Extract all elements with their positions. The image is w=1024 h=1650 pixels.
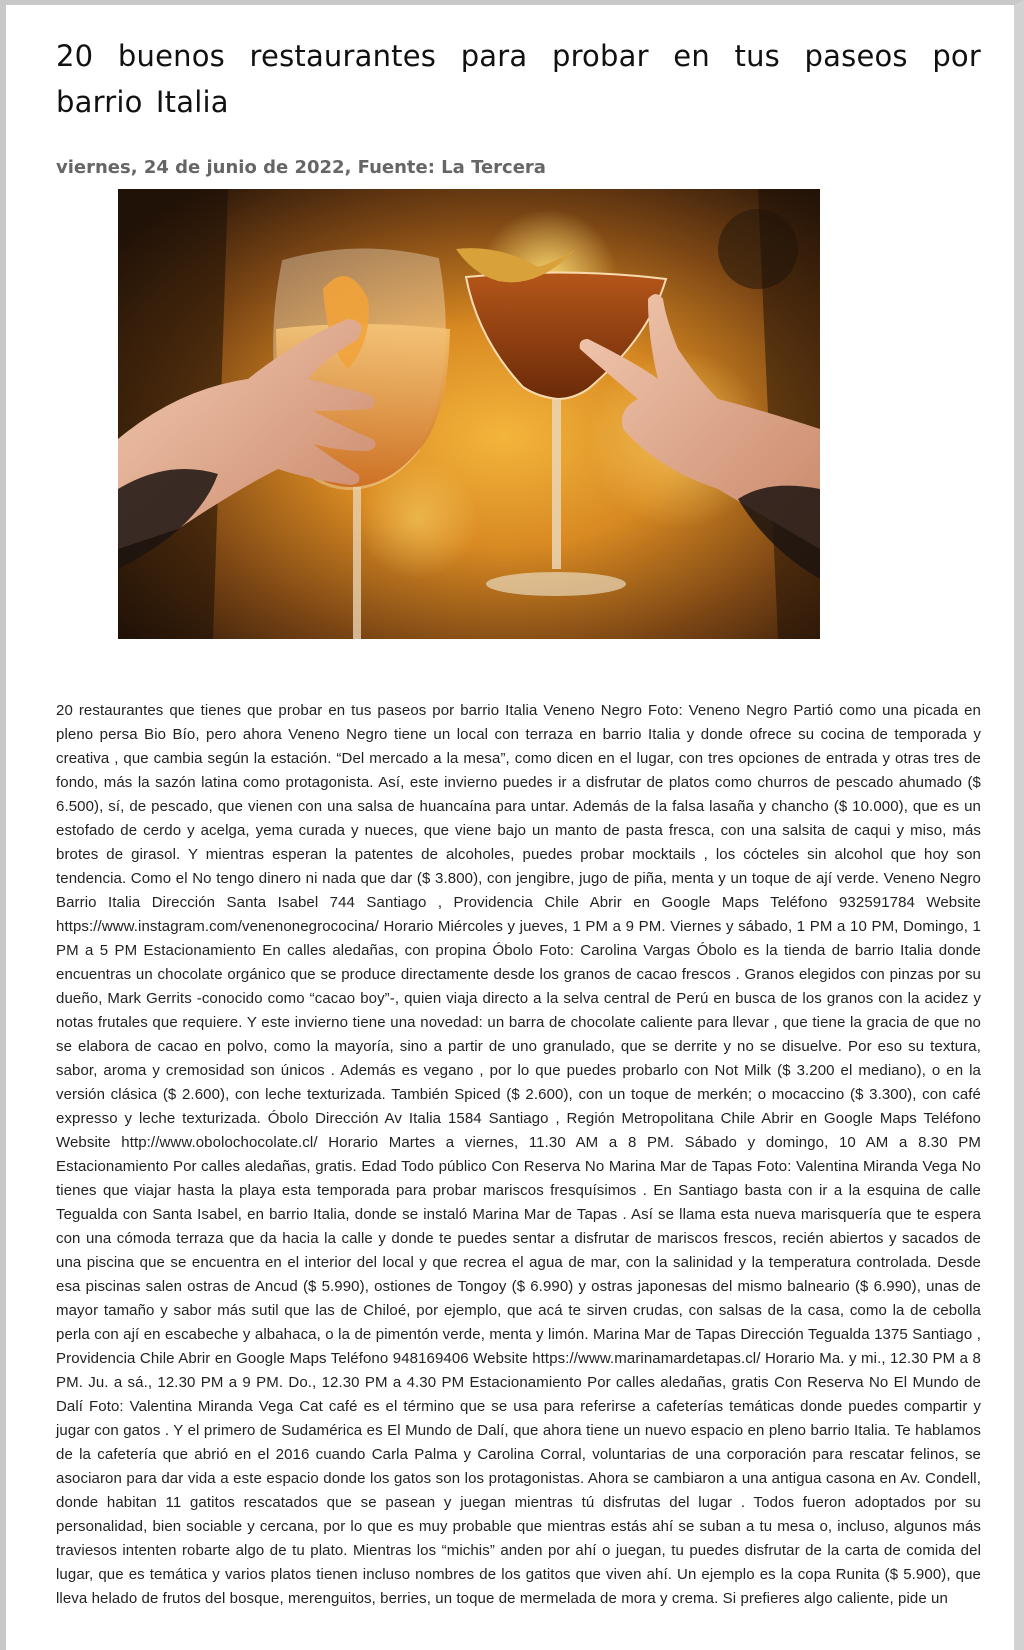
article-hero-image: [118, 189, 820, 639]
article: [56, 33, 981, 178]
cocktail-toast-illustration: [118, 189, 820, 639]
article-body: 20 restaurantes que tienes que probar en tus paseos por barrio Italia Veneno Negro Foto: Veneno Negro Partió como una picada en pleno persa Bio Bío, pero ahora Veneno Negro tiene un local con terraza en barrio Italia y donde ofrece su cocina de temporada y creativa , que cambia según la estación. “Del mercado a la mesa”, como dicen en el lugar, con tres opciones de entrada y otras tres de fondo, más la sazón latina como protagonista. Así, este invierno puedes ir a disfrutar de platos como churros de pescado ahumado ($ 6.500), sí, de pescado, que vienen con una salsa de huancaína para untar. Además de la falsa lasaña y chancho ($ 10.000), que es un estofado de cerdo y acelga, yema curada y nueces, que viene bajo un manto de pasta fresca, con una salsita de caqui y miso, más brotes de girasol. Y mientras esperan la patentes de alcoholes, puedes probar mocktails , los cócteles sin alcohol que hoy son tendencia. Como el No tengo dinero ni nada que dar ($ 3.800), con jengibre, jugo de piña, menta y un toque de ají verde. Veneno Negro Barrio Italia Dirección Santa Isabel 744 Santiago , Providencia Chile Abrir en Google Maps Teléfono 932591784 Website https://www.instagram.com/venenonegrococina/ Horario Miércoles y jueves, 1 PM a 9 PM. Viernes y sábado, 1 PM a 10 PM, Domingo, 1 PM a 5 PM Estacionamiento En calles aledañas, con propina Óbolo Foto: Carolina Vargas Óbolo es la tienda de barrio Italia donde encuentras un chocolate orgánico que se produce directamente desde los granos de cacao frescos . Granos elegidos con pinzas por su dueño, Mark Gerrits -conocido como “cacao boy”-, quien viaja directo a la selva central de Perú en busca de los granos con la acidez y notas frutales que requiere. Y este invierno tiene una novedad: un barra de chocolate caliente para llevar , que tiene la gracia de que no se elabora de cacao en polvo, como la mayoría, sino a partir de uno granulado, que se derrite y no se disuelve. Por eso su textura, sabor, aroma y cremosidad son únicos . Además es vegano , por lo que puedes probarlo con Not Milk ($ 3.200 el mediano), o en la versión clásica ($ 2.600), con leche texturizada. También Spiced ($ 2.600), con un toque de merkén; o mocaccino ($ 3.300), con café expresso y leche texturizada. Óbolo Dirección Av Italia 1584 Santiago , Región Metropolitana Chile Abrir en Google Maps Teléfono Website http://www.obolochocolate.cl/ Horario Martes a viernes, 11.30 AM a 8 PM. Sábado y domingo, 10 AM a 8.30 PM Estacionamiento Por calles aledañas, gratis. Edad Todo público Con Reserva No Marina Mar de Tapas Foto: Valentina Miranda Vega No tienes que viajar hasta la playa esta temporada para probar mariscos fresquísimos . En Santiago basta con ir a la esquina de calle Tegualda con Santa Isabel, en barrio Italia, donde se instaló Marina Mar de Tapas . Así se llama esta nueva marisquería que te espera con una cómoda terraza que da hacia la calle y donde te puedes sentar a disfrutar de mariscos frescos, recién abiertos y sacados de una piscina que se encuentra en el interior del local y que recrea el agua de mar, con la salinidad y la temperatura controlada. Desde esa piscinas salen ostras de Ancud ($ 5.990), ostiones de Tongoy ($ 6.990) y ostras japonesas del mismo balneario ($ 6.990), unas de mayor tamaño y sabor más sutil que las de Chiloé, por ejemplo, que acá te sirven crudas, con salsas de la casa, como la de cebolla perla con ají en escabeche y albahaca, o la de pimentón verde, menta y limón. Marina Mar de Tapas Dirección Tegualda 1375 Santiago , Providencia Chile Abrir en Google Maps Teléfono 948169406 Website https://www.marinamardetapas.cl/ Horario Ma. y mi., 12.30 PM a 8 PM. Ju. a sá., 12.30 PM a 9 PM. Do., 12.30 PM a 4.30 PM Estacionamiento Por calles aledañas, gratis Con Reserva No El Mundo de Dalí Foto: Valentina Miranda Vega Cat café es el término que se usa para referirse a cafeterías temáticas donde puedes compartir y jugar con gatos . Y el primero de Sudamérica es El Mundo de Dalí, que ahora tiene un nuevo espacio en pleno barrio Italia. Te hablamos de la cafetería que abrió en el 2016 cuando Carla Palma y Carolina Corral, voluntarias de una corporación para rescatar felinos, se asociaron para dar vida a este espacio donde los gatos son los protagonistas. Ahora se cambiaron a una antigua casona en Av. Condell, donde habitan 11 gatitos rescatados que se pasean y juegan mientras tú disfrutas del lugar . Todos fueron adoptados por su personalidad, bien sociable y cercana, por lo que es muy probable que mientras estás ahí se suban a tu mesa o, incluso, algunos más traviesos intenten robarte algo de tu plato. Mientras los “michis” anden por ahí o juegan, tu puedes disfrutar de la carta de comida del lugar, que es temática y varios platos tienen incluso nombres de los gatitos que viven ahí. Un ejemplo es la copa Runita ($ 5.900), que lleva helado de frutos del bosque, merenguitos, berries, un toque de mermelada de mora y crema. Si prefieres algo caliente, pide un: [56, 702, 981, 1607]
article-title: 20 buenos restaurantes para probar en tus paseos por barrio Italia: [56, 39, 981, 119]
article-meta: viernes, 24 de junio de 2022, Fuente: La Tercera: [56, 157, 546, 178]
